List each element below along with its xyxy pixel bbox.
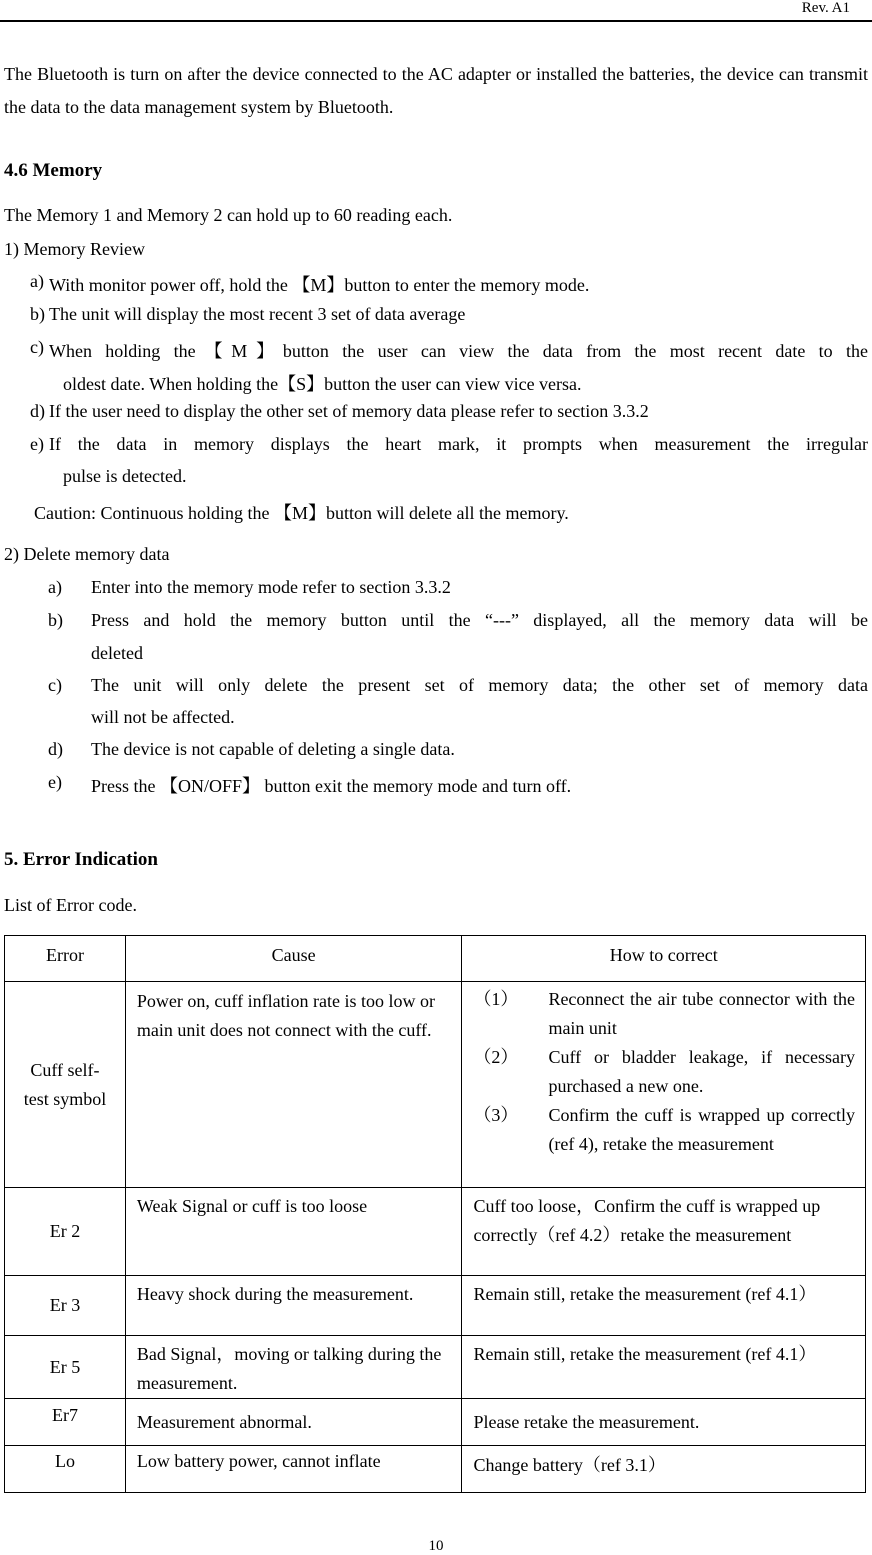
bluetooth-paragraph: The Bluetooth is turn on after the device connected to the AC adapter or installed the batteries, the device can transmit the data to the data management system by Bluetooth. <box>4 64 868 117</box>
memory-capacity-text: The Memory 1 and Memory 2 can hold up to 60 reading each. <box>4 205 453 225</box>
error-fix-cell: Please retake the measurement. <box>462 1399 866 1446</box>
error-fix-cell: Cuff too loose，Confirm the cuff is wrapped up correctly（ref 4.2）retake the measurement <box>462 1188 866 1276</box>
review-item-b-text: The unit will display the most recent 3 set of data average <box>49 304 466 324</box>
delete-item-b-mark: b) <box>48 610 63 630</box>
delete-item-c-line1: The unit will only delete the present set of memory data; the other set of memory data <box>91 675 868 695</box>
error-cause-cell: Power on, cuff inflation rate is too low or main unit does not connect with the cuff. <box>125 982 462 1188</box>
header-rule <box>0 20 872 22</box>
fix-list-number: （1） <box>473 989 519 1009</box>
error-cause-cell: Low battery power, cannot inflate <box>125 1446 462 1493</box>
table-header-row <box>5 936 866 982</box>
memory-review-title: 1) Memory Review <box>4 239 145 259</box>
error-fix-cell <box>462 982 866 1188</box>
delete-memory-title: 2) Delete memory data <box>4 544 170 564</box>
error-fix-cell: Change battery（ref 3.1） <box>462 1446 866 1493</box>
error-code-cell: Cuff self-test symbol <box>5 982 126 1188</box>
delete-item-d-mark: d) <box>48 739 63 759</box>
review-item-d-text: If the user need to display the other set of memory data please refer to section 3.3.2 <box>49 401 649 421</box>
error-code-cell: Er7 <box>5 1399 126 1446</box>
fix-list-item <box>473 985 855 1043</box>
delete-item-e-text: Press the 【ON/OFF】 button exit the memory mode and turn off. <box>91 776 572 796</box>
error-code-cell: Er 2 <box>5 1188 126 1276</box>
error-code-cell: Er 3 <box>5 1276 126 1336</box>
review-item-b-mark: b) <box>30 304 45 324</box>
delete-item-d-text: The device is not capable of deleting a single data. <box>91 739 455 759</box>
error-list-label: List of Error code. <box>4 895 137 915</box>
error-cause-cell: Measurement abnormal. <box>125 1399 462 1446</box>
review-item-d-mark: d) <box>30 401 45 421</box>
column-header-how-to-correct: How to correct <box>462 936 866 982</box>
review-item-e-line1: If the data in memory displays the heart mark, it prompts when measurement the irregular <box>49 434 868 454</box>
table-row <box>5 1399 866 1446</box>
error-code-cell: Er 5 <box>5 1336 126 1399</box>
review-item-a-text: With monitor power off, hold the 【M】button to enter the memory mode. <box>49 275 590 295</box>
table-row <box>5 1188 866 1276</box>
delete-item-c-mark: c) <box>48 675 62 695</box>
table-row <box>5 982 866 1188</box>
error-code-table <box>4 935 866 1493</box>
table-row <box>5 1276 866 1336</box>
column-header-error: Error <box>5 936 126 982</box>
review-item-c-line2: oldest date. When holding the【S】button the user can view vice versa. <box>63 374 582 394</box>
error-indication-heading: 5. Error Indication <box>4 849 158 870</box>
error-cause-cell: Heavy shock during the measurement. <box>125 1276 462 1336</box>
delete-item-c-line2: will not be affected. <box>91 707 235 727</box>
fix-list-text: Reconnect the air tube connector with the main unit <box>548 989 855 1038</box>
revision-label: Rev. A1 <box>801 0 850 16</box>
fix-list-number: （3） <box>473 1105 519 1125</box>
fix-list-item <box>473 1101 855 1159</box>
delete-item-b-line1: Press and hold the memory button until the “---” displayed, all the memory data will be <box>91 610 868 630</box>
delete-item-a-mark: a) <box>48 577 62 597</box>
page-number: 10 <box>428 1538 444 1554</box>
delete-item-e-mark: e) <box>48 772 62 792</box>
review-item-c-line1: When holding the【M】button the user can view the data from the most recent date to the <box>49 341 868 361</box>
fix-list-text: Cuff or bladder leakage, if necessary purchased a new one. <box>548 1047 855 1096</box>
caution-text: Caution: Continuous holding the 【M】button will delete all the memory. <box>34 503 569 523</box>
review-item-a-mark: a) <box>30 271 44 291</box>
table-row <box>5 1336 866 1399</box>
table-row <box>5 1446 866 1493</box>
delete-item-b-line2: deleted <box>91 643 143 663</box>
error-code-cell: Lo <box>5 1446 126 1493</box>
error-fix-cell: Remain still, retake the measurement (ref 4.1） <box>462 1276 866 1336</box>
review-item-c-mark: c) <box>30 337 44 357</box>
error-cause-cell: Weak Signal or cuff is too loose <box>125 1188 462 1276</box>
review-item-e-mark: e) <box>30 434 44 454</box>
error-fix-cell: Remain still, retake the measurement (ref 4.1） <box>462 1336 866 1399</box>
fix-list-number: （2） <box>473 1047 519 1067</box>
fix-list-item <box>473 1043 855 1101</box>
fix-list-text: Confirm the cuff is wrapped up correctly (ref 4), retake the measurement <box>548 1105 855 1154</box>
review-item-e-line2: pulse is detected. <box>63 466 187 486</box>
memory-heading: 4.6 Memory <box>4 160 103 181</box>
column-header-cause: Cause <box>125 936 462 982</box>
error-cause-cell: Bad Signal，moving or talking during the measurement. <box>125 1336 462 1399</box>
delete-item-a-text: Enter into the memory mode refer to section 3.3.2 <box>91 577 451 597</box>
